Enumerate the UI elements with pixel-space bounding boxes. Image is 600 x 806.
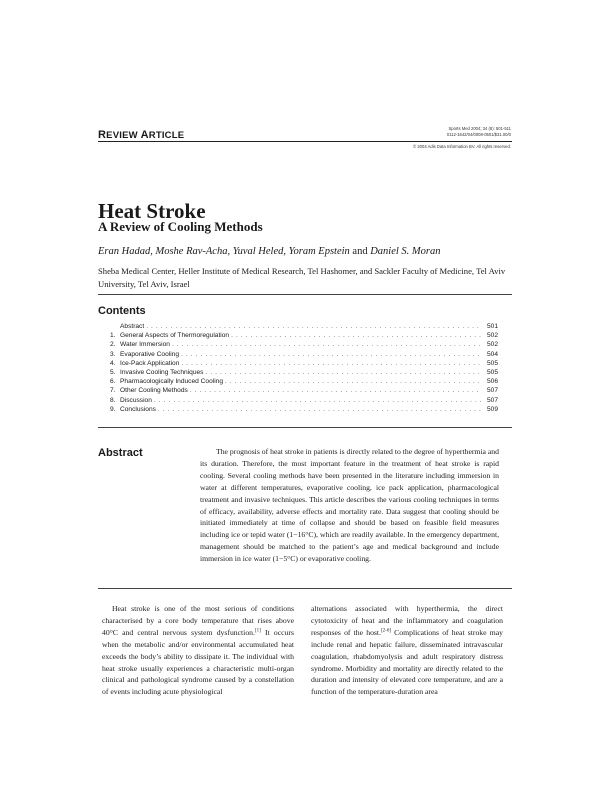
toc-entry[interactable] [110, 396, 498, 405]
toc-title: Other Cooling Methods [120, 387, 188, 395]
toc-page: 509 [486, 405, 498, 413]
toc-leader [205, 368, 482, 377]
toc-entry[interactable] [110, 386, 498, 395]
toc-number: 8. [110, 396, 116, 404]
toc-page: 502 [486, 332, 498, 340]
toc-title: General Aspects of Thermoregulation [120, 332, 230, 340]
toc-title: Abstract [120, 323, 145, 330]
toc-page: 505 [486, 359, 498, 367]
toc-page: 507 [486, 387, 498, 395]
journal-citation-line: 0112-1642/04/0008-0501/$31.00/0 [446, 132, 511, 137]
toc-title: Ice-Pack Application [120, 359, 180, 367]
toc-number: 4. [110, 359, 116, 367]
article-title: Heat Stroke [98, 199, 206, 223]
abstract-rule [98, 588, 512, 589]
toc-number: 1. [110, 332, 116, 340]
toc-leader [172, 340, 482, 349]
toc-number: 6. [110, 378, 116, 386]
contents-rule [98, 427, 512, 428]
section-label: REVIEW ARTICLE [98, 129, 185, 141]
toc-title: Evaporative Cooling [120, 350, 180, 358]
toc-title: Conclusions [120, 405, 156, 413]
journal-citation [447, 126, 511, 138]
toc-leader [154, 396, 482, 405]
toc-entry[interactable] [110, 368, 498, 377]
citation-reference[interactable]: [1] [254, 628, 261, 634]
toc-leader [181, 359, 482, 368]
toc-number: 5. [110, 368, 116, 376]
toc-number: 2. [110, 341, 116, 349]
citation-reference[interactable]: [2-6] [380, 628, 391, 634]
toc-number: 3. [110, 350, 116, 358]
toc-leader [225, 377, 482, 386]
toc-title: Discussion [120, 396, 152, 404]
toc-entry[interactable] [110, 405, 498, 414]
toc-entry[interactable] [110, 322, 498, 331]
toc-entry[interactable] [110, 377, 498, 386]
toc-leader [181, 350, 482, 359]
toc-leader [146, 322, 482, 331]
toc-leader [231, 331, 482, 340]
toc-title: Water Immersion [120, 341, 170, 349]
toc-page: 504 [486, 350, 498, 358]
toc-leader [190, 386, 482, 395]
abstract-text: The prognosis of heat stroke in patients is directly related to the degree of hyperthermia and its duration. Therefore, the most important feature in the treatment of heat stroke is rapid cooling. Several cooling methods have been presented in the literature including immersion in water at different temperatures, evaporative cooling, ice pack application, pharmacological treatment and invasive techniques. This article describes the various cooling techniques in terms of efficacy, availability, adverse effects and mortality rate. Data suggest that cooling should be initiated immediately at time of collapse and should be based on feasible field measures including ice or tepid water (1−16°C), which are readily available. In the emergency department, management should be matched to the patient’s age and medical background and include immersion in ice water (1−5°C) or evaporative cooling. [200, 447, 499, 564]
toc-page: 506 [486, 378, 498, 386]
header-rule [98, 141, 512, 142]
toc-entry[interactable] [110, 331, 498, 340]
toc-number: 7. [110, 387, 116, 395]
toc-page: 505 [486, 368, 498, 376]
title-rule [98, 294, 512, 295]
toc-page: 501 [486, 323, 498, 330]
author-names: Eran Hadad, Moshe Rav-Acha, Yuval Heled, Yoram Epstein [98, 246, 350, 257]
abstract-heading: Abstract [98, 447, 143, 459]
contents-list [110, 322, 498, 414]
affiliation: Sheba Medical Center, Heller Institute of Medical Research, Tel Hashomer, and Sackler Faculty of Medicine, Tel Aviv University, Tel Aviv, Israel [98, 266, 506, 289]
author-list [98, 246, 441, 257]
toc-page: 507 [486, 396, 498, 404]
toc-title: Invasive Cooling Techniques [120, 368, 204, 376]
author-last: Daniel S. Moran [370, 246, 441, 257]
article-subtitle: A Review of Cooling Methods [98, 219, 263, 234]
contents-heading: Contents [98, 305, 146, 317]
toc-page: 502 [486, 341, 498, 349]
toc-leader [158, 405, 482, 414]
copyright-notice: © 2004 Adis Data Information BV. All rights reserved. [413, 144, 511, 149]
author-conjunction: and [349, 246, 371, 257]
journal-citation-line: Sports Med 2004; 34 (8): 501-511 [448, 126, 511, 131]
body-column-right: alternations associated with hyperthermia, the direct cytotoxicity of heat and the inflammatory and coagulation responses of the host.[2-6] Complications of heat stroke may include renal and hepatic failure, disseminated intravascular coagulation, rhabdomyolysis and adult respiratory distress syndrome. Morbidity and mortality are directly related to the duration and intensity of elevated core temperature, and are a function of the temperature-duration area [311, 604, 503, 697]
toc-entry[interactable] [110, 350, 498, 359]
toc-entry[interactable] [110, 340, 498, 349]
toc-entry[interactable] [110, 359, 498, 368]
body-column-left: Heat stroke is one of the most serious of conditions characterised by a core body temperature that rises above 40°C and central nervous system dysfunction.[1] It occurs when the metabolic and/or environmental accumulated heat exceeds the body’s ability to dissipate it. The individual with heat stroke usually experiences a characteristic multi-organ clinical and pathological syndrome caused by a constellation of events including acute physiological [102, 604, 294, 697]
toc-title: Pharmacologically Induced Cooling [120, 378, 223, 386]
toc-number: 9. [110, 405, 116, 413]
